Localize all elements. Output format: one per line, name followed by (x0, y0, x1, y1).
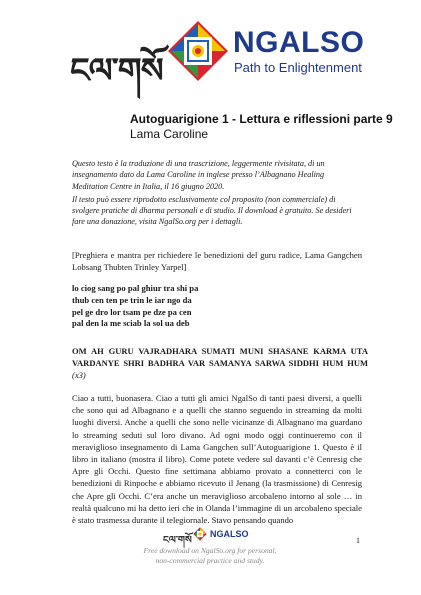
footer-logo (163, 527, 263, 546)
om-mantra (72, 345, 368, 381)
document-subtitle: Lama Caroline (130, 127, 209, 141)
brand-name: NGALSO (233, 26, 365, 59)
footer-line: non-commercial practice and study. (155, 555, 265, 565)
body-paragraph: Ciao a tutti, buonasera. Ciao a tutti gli amici NgalSo di tanti paesi diversi, a quelli che sono qui ad Albagnano e a quelli che stanno seguendo in streaming da molti luoghi diversi. Anche a quelli che sono nelle vicinanze di Albagnano ma guardano lo streaming seduti sul loro divano. Ad ogni modo oggi continueremo con il meraviglioso insegnamento di Lama Gangchen sull’Autoguarigione 1. Questo è il libro in italiano (mostra il libro). Come potete vedere sul davanti c’è Cenresig che Apre gli Occhi. Questo fine settimana abbiamo provato a connetterci con le benedizioni di Rinpoche e abbiamo ricevuto il Jenang (la trasmissione) di Cenresig che Apre gli Occhi. C’era anche un meraviglioso arcobaleno intorno al sole … in realtà qualcuno mi ha detto ieri che in Olanda l’immagine di un arcobaleno speciale è stato trasmessa durante il telegiornale. Stavo pensando quando (72, 393, 362, 526)
header-logo (70, 20, 370, 91)
ngalso-emblem-icon (167, 20, 229, 82)
mantra-line: pal den la me sciab la sol ua deb (72, 318, 190, 329)
mantra-block (72, 283, 362, 330)
footer-tibetan-script: ངལ་གསོ (163, 535, 192, 546)
mantra-line: pel ge dro lor tsam pe dze pa cen (72, 306, 192, 317)
mantra-line: thub cen ten pe trin le iar ngo da (72, 294, 192, 305)
tibetan-script-logo: ངལ་གསོ (70, 51, 163, 91)
prayer-note: [Preghiera e mantra per richiedere le benedizioni del guru radice, Lama Gangchen Lobsang Thubten Trinley Yarpel] (72, 250, 362, 272)
brand-tagline: Path to Enlightenment (234, 60, 362, 75)
footer-emblem-icon (193, 527, 207, 541)
intro-paragraph: Il testo può essere riprodotto esclusivamente col proposito (non commerciale) di svolgere pratiche di dharma personali e di studio. Il download è gratuito. Se desideri fare una donazione, visita NgalSo.org per i dettagli. (72, 194, 352, 227)
page-number: 1 (356, 536, 360, 545)
footer-brand: NGALSO (210, 529, 249, 539)
footer-line: Free download on NgalSo.org for personal, (143, 546, 277, 555)
footer-note (120, 546, 300, 565)
om-mantra-text: OM AH GURU VAJRADHARA SUMATI MUNI SHASANE KARMA UTA VARDANYE SHRI BADHRA VAR SAMANYA SARWA SIDDHI HUM HUM (72, 346, 368, 368)
mantra-line: lo ciog sang po pal ghiur tra shi pa (72, 283, 199, 293)
om-mantra-repeat: (x3) (72, 370, 86, 380)
intro-note (72, 158, 362, 230)
intro-paragraph: Questo testo è la traduzione di una trascrizione, leggermente rivisitata, di un insegnamento dato da Lama Caroline in inglese presso l’Albagnano Healing Meditation Centre in Italia, il 16 giugno 2020. (72, 159, 325, 191)
document-title: Autoguarigione 1 - Lettura e riflessioni parte 9 (130, 112, 393, 126)
